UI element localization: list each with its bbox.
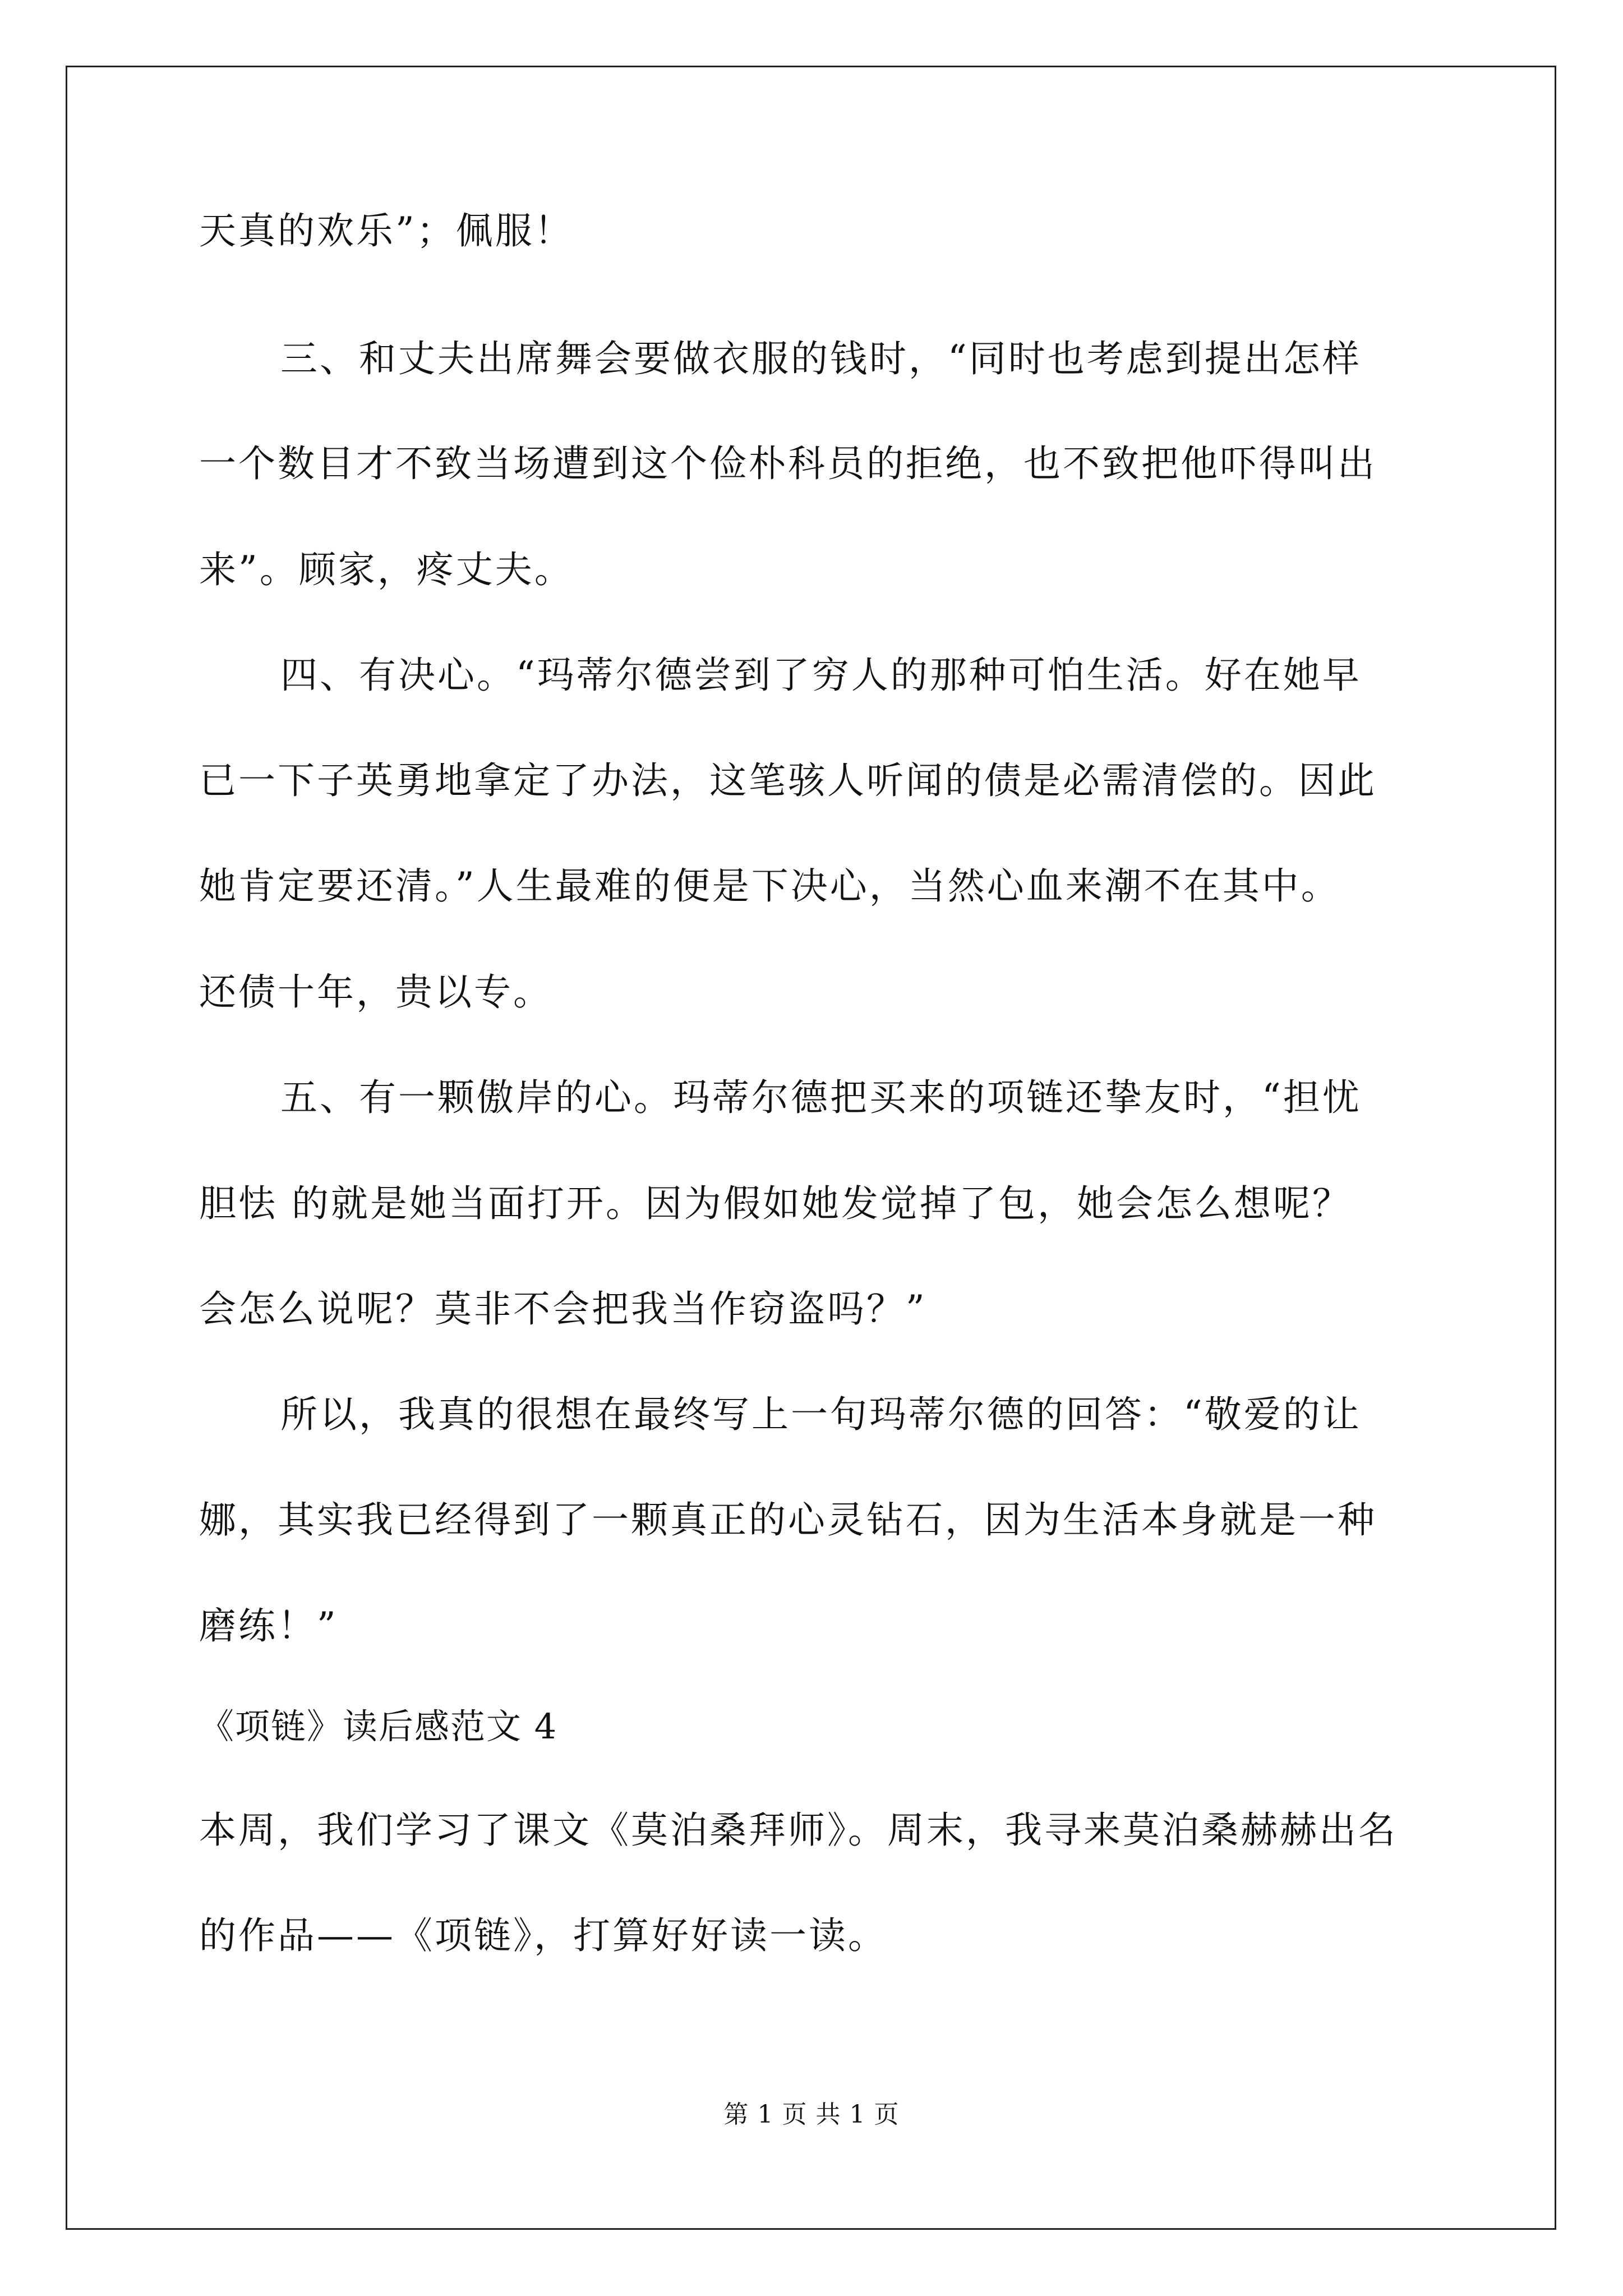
paragraph-five-start: 五、有一颗傲岸的心。玛蒂尔德把买来的项链还挚友时，“担忧 bbox=[280, 1076, 1362, 1119]
paragraph-conclusion-start: 所以，我真的很想在最终写上一句玛蒂尔德的回答：“敬爱的让 bbox=[280, 1393, 1362, 1436]
paragraph-four-start: 四、有决心。“玛蒂尔德尝到了穷人的那种可怕生活。好在她早 bbox=[280, 654, 1362, 697]
text-line: 她肯定要还清。”人生最难的便是下决心，当然心血来潮不在其中。 bbox=[199, 864, 1340, 908]
page-border bbox=[66, 66, 1556, 2230]
paragraph-three-start: 三、和丈夫出席舞会要做衣服的钱时，“同时也考虑到提出怎样 bbox=[280, 337, 1362, 380]
text-line: 本周，我们学习了课文《莫泊桑拜师》。周末，我寻来莫泊桑赫赫出名 bbox=[199, 1809, 1398, 1852]
text-line: 磨练！” bbox=[199, 1604, 338, 1648]
text-line: 已一下子英勇地拿定了办法，这笔骇人听闻的债是必需清偿的。因此 bbox=[199, 759, 1377, 802]
text-line: 娜，其实我已经得到了一颗真正的心灵钻石，因为生活本身就是一种 bbox=[199, 1498, 1377, 1542]
text-line: 一个数目才不致当场遭到这个俭朴科员的拒绝，也不致把他吓得叫出 bbox=[199, 442, 1377, 485]
text-line: 胆怯 的就是她当面打开。因为假如她发觉掉了包，她会怎么想呢？ bbox=[199, 1182, 1352, 1225]
page-footer: 第 1 页 共 1 页 bbox=[723, 2100, 900, 2129]
section-heading: 《项链》读后感范文 4 bbox=[199, 1706, 558, 1747]
text-line: 还债十年，贵以专。 bbox=[199, 970, 552, 1014]
text-line: 天真的欢乐”；佩服！ bbox=[199, 209, 574, 252]
text-line: 来”。顾家，疼丈夫。 bbox=[199, 548, 574, 591]
text-line: 的作品——《项链》，打算好好读一读。 bbox=[199, 1914, 887, 1957]
text-line: 会怎么说呢？莫非不会把我当作窃盗吗？” bbox=[199, 1287, 927, 1331]
